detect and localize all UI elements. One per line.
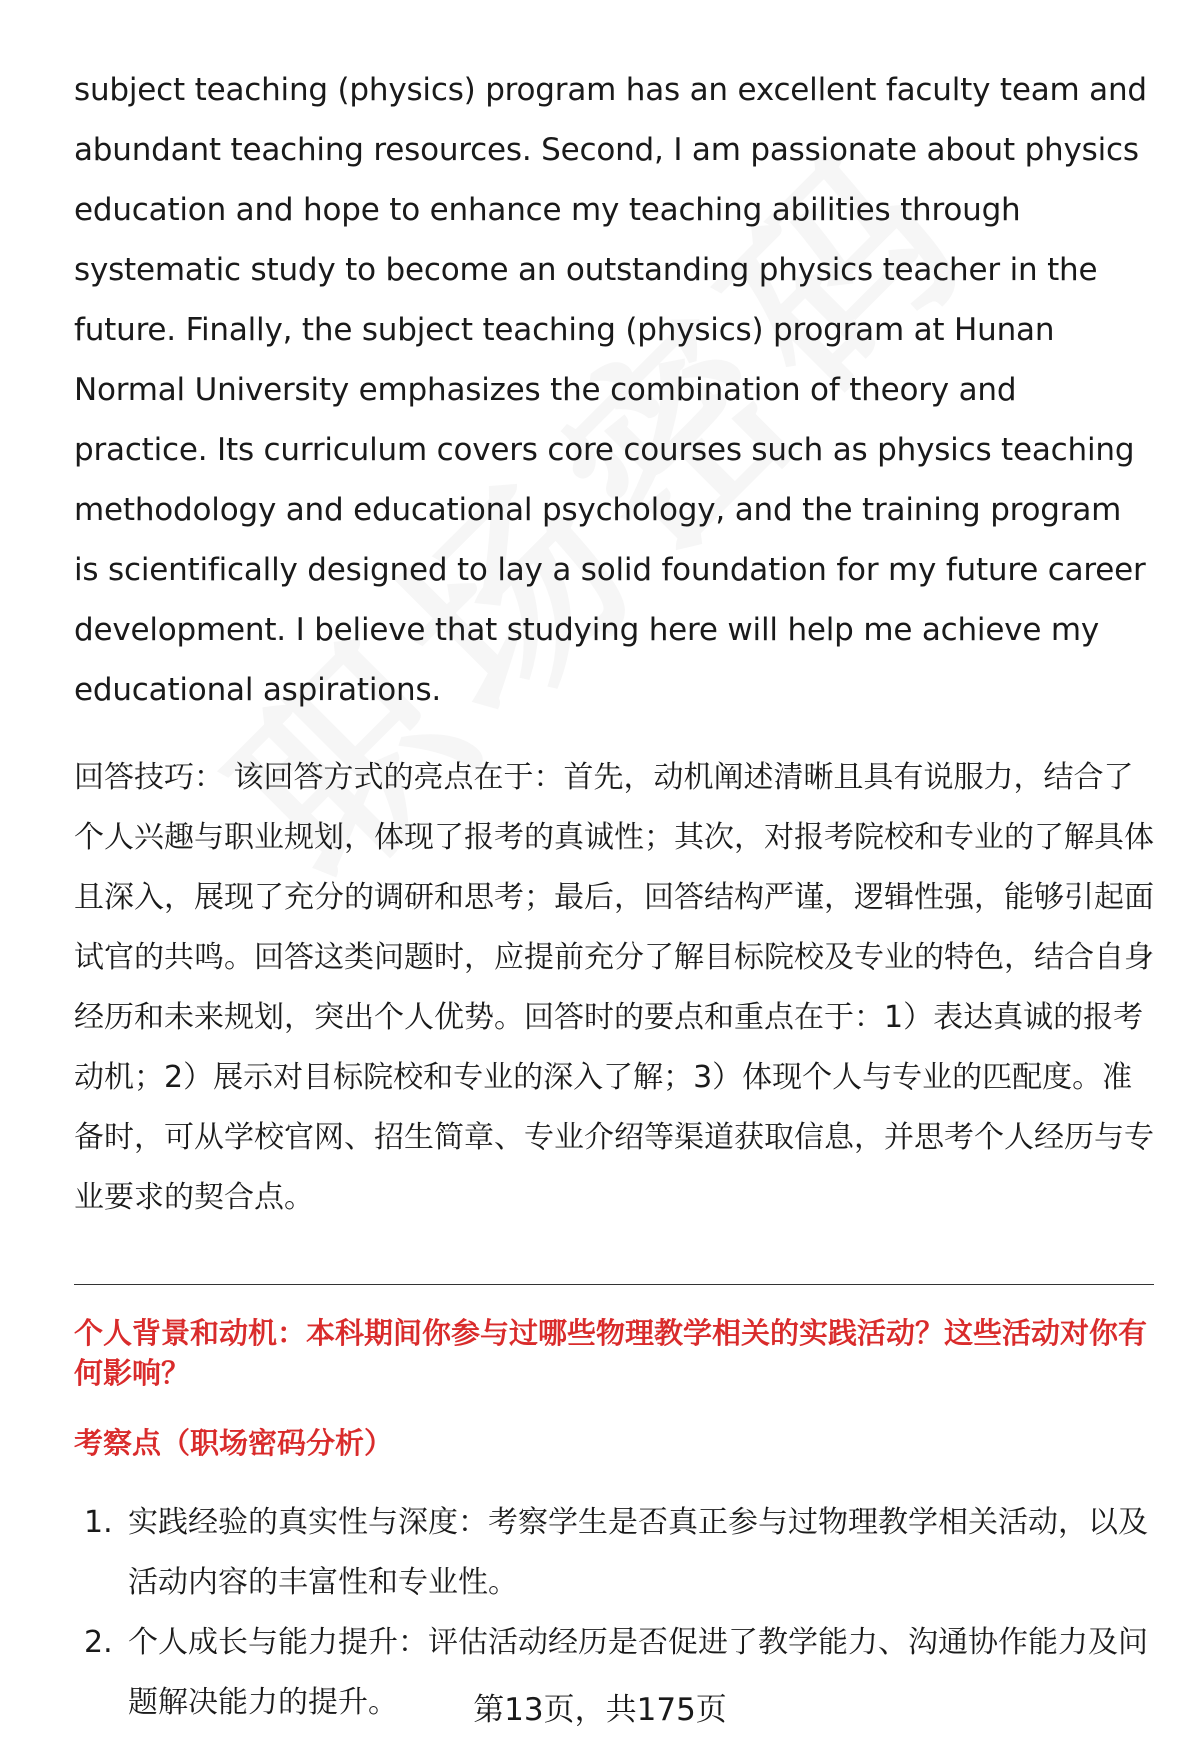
page-number-footer: 第13页，共175页: [473, 1692, 727, 1728]
list-item-text: 个人成长与能力提升：评估活动经历是否促进了教学能力、沟通协作能力及问题解决能力的提升。: [128, 1625, 1148, 1720]
list-item: [74, 1493, 1154, 1613]
answer-paragraph: subject teaching (physics) program has an excellent faculty team and abundant teaching resources. Second, I am passionate about physics education and hope to enhance my teaching abilities through systematic study to become an outstanding physics teacher in the future. Finally, the subject teaching (physics) program at Hunan Normal University emphasizes the combination of theory and practice. Its curriculum covers core courses such as physics teaching methodology and educational psychology, and the training program is scientifically designed to lay a solid foundation for my future career development. I believe that studying here will help me achieve my educational aspirations.: [74, 72, 1147, 708]
list-item-text: 实践经验的真实性与深度：考察学生是否真正参与过物理教学相关活动，以及活动内容的丰富性和专业性。: [128, 1505, 1148, 1600]
tips-paragraph: 回答技巧： 该回答方式的亮点在于：首先，动机阐述清晰且具有说服力，结合了个人兴趣与职业规划，体现了报考的真诚性；其次，对报考院校和专业的了解具体且深入，展现了充分的调研和思考；最后，回答结构严谨，逻辑性强，能够引起面试官的共鸣。回答这类问题时，应提前充分了解目标院校及专业的特色，结合自身经历和未来规划，突出个人优势。回答时的要点和重点在于：1）表达真诚的报考动机；2）展示对目标院校和专业的深入了解；3）体现个人与专业的匹配度。准备时，可从学校官网、招生简章、专业介绍等渠道获取信息，并思考个人经历与专业要求的契合点。: [74, 760, 1154, 1215]
list-number: 1.: [84, 1505, 113, 1540]
focus-heading: 考察点（职场密码分析）: [74, 1426, 394, 1460]
section-divider: [74, 1284, 1154, 1285]
list-number: 2.: [84, 1625, 113, 1660]
document-page: [74, 60, 1154, 1733]
question-heading: 个人背景和动机：本科期间你参与过哪些物理教学相关的实践活动？这些活动对你有何影响？: [74, 1316, 1148, 1390]
